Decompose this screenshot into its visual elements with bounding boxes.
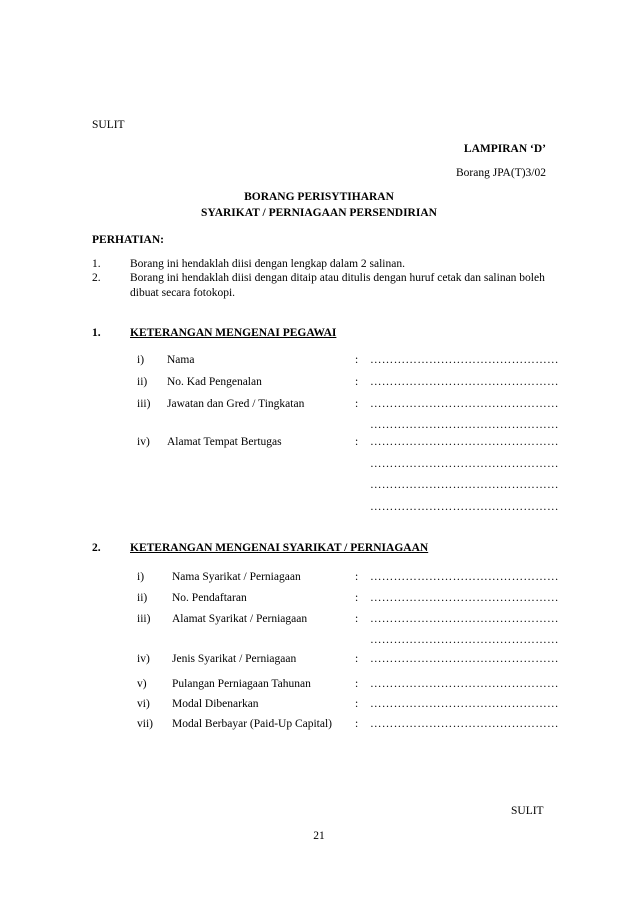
field-colon: : <box>355 592 359 604</box>
fill-in-line-alamat-4[interactable]: ………………………………………… <box>370 501 559 513</box>
fill-in-line-nama[interactable]: ………………………………………… <box>370 354 559 366</box>
fill-in-line-jenis-syarikat[interactable]: ………………………………………… <box>370 653 559 665</box>
form-title-line2: SYARIKAT / PERNIAGAAN PERSENDIRIAN <box>201 207 437 219</box>
field-num: ii) <box>137 592 148 604</box>
field-num: i) <box>137 354 145 366</box>
fill-in-line-alamat-syarikat-2[interactable]: ………………………………………… <box>370 634 559 646</box>
field-label-nama: Nama <box>167 354 195 366</box>
field-label-jenis-syarikat: Jenis Syarikat / Perniagaan <box>172 653 297 665</box>
field-label-ic: No. Kad Pengenalan <box>167 376 262 388</box>
section1-title: KETERANGAN MENGENAI PEGAWAI <box>130 327 337 339</box>
note-2-num: 2. <box>92 272 101 284</box>
field-num: vi) <box>137 698 150 710</box>
field-colon: : <box>355 698 359 710</box>
note-2-text-cont: dibuat secara fotokopi. <box>130 287 236 299</box>
form-code: Borang JPA(T)3/02 <box>456 167 546 179</box>
field-num: iii) <box>137 613 151 625</box>
field-colon: : <box>355 398 359 410</box>
field-label-nama-syarikat: Nama Syarikat / Perniagaan <box>172 571 301 583</box>
classification-bottom: SULIT <box>511 805 544 817</box>
fill-in-line-modal-dibenarkan[interactable]: ………………………………………… <box>370 698 559 710</box>
field-num: iv) <box>137 436 150 448</box>
field-label-modal-berbayar: Modal Berbayar (Paid-Up Capital) <box>172 718 332 730</box>
fill-in-line-pulangan[interactable]: ………………………………………… <box>370 678 559 690</box>
field-num: vii) <box>137 718 153 730</box>
fill-in-line-alamat-2[interactable]: ………………………………………… <box>370 458 559 470</box>
classification-top: SULIT <box>92 119 125 131</box>
field-label-pulangan: Pulangan Perniagaan Tahunan <box>172 678 311 690</box>
field-colon: : <box>355 376 359 388</box>
fill-in-line-no-pendaftaran[interactable]: ………………………………………… <box>370 592 559 604</box>
field-colon: : <box>355 571 359 583</box>
page-number: 21 <box>313 830 325 842</box>
fill-in-line-jawatan[interactable]: ………………………………………… <box>370 398 559 410</box>
field-label-alamat-bertugas: Alamat Tempat Bertugas <box>167 436 282 448</box>
field-num: iii) <box>137 398 151 410</box>
fill-in-line-nama-syarikat[interactable]: ………………………………………… <box>370 571 559 583</box>
annex-label: LAMPIRAN ‘D’ <box>463 143 546 155</box>
section2-number: 2. <box>92 542 101 554</box>
form-title-line1: BORANG PERISYTIHARAN <box>244 191 394 203</box>
field-colon: : <box>355 718 359 730</box>
field-label-no-pendaftaran: No. Pendaftaran <box>172 592 247 604</box>
fill-in-line-ic[interactable]: ………………………………………… <box>370 376 559 388</box>
field-num: i) <box>137 571 145 583</box>
field-label-alamat-syarikat: Alamat Syarikat / Perniagaan <box>172 613 308 625</box>
fill-in-line-alamat-1[interactable]: ………………………………………… <box>370 436 559 448</box>
field-colon: : <box>355 678 359 690</box>
note-1-num: 1. <box>92 258 101 270</box>
fill-in-line-alamat-3[interactable]: ………………………………………… <box>370 479 559 491</box>
field-colon: : <box>355 354 359 366</box>
notes-heading: PERHATIAN: <box>92 234 164 246</box>
field-colon: : <box>355 613 359 625</box>
fill-in-line-alamat-syarikat[interactable]: ………………………………………… <box>370 613 559 625</box>
field-num: ii) <box>137 376 148 388</box>
note-1-text: Borang ini hendaklah diisi dengan lengkap dalam 2 salinan. <box>130 258 405 270</box>
fill-in-line-modal-berbayar[interactable]: ………………………………………… <box>370 718 559 730</box>
section2-title: KETERANGAN MENGENAI SYARIKAT / PERNIAGAAN <box>130 542 429 554</box>
field-label-modal-dibenarkan: Modal Dibenarkan <box>172 698 259 710</box>
field-colon: : <box>355 653 359 665</box>
field-num: v) <box>137 678 147 690</box>
field-label-jawatan: Jawatan dan Gred / Tingkatan <box>167 398 305 410</box>
note-2-text: Borang ini hendaklah diisi dengan ditaip atau ditulis dengan huruf cetak dan salinan boleh <box>130 272 545 284</box>
field-num: iv) <box>137 653 150 665</box>
fill-in-line-jawatan-2[interactable]: ………………………………………… <box>370 419 559 431</box>
section1-number: 1. <box>92 327 101 339</box>
field-colon: : <box>355 436 359 448</box>
